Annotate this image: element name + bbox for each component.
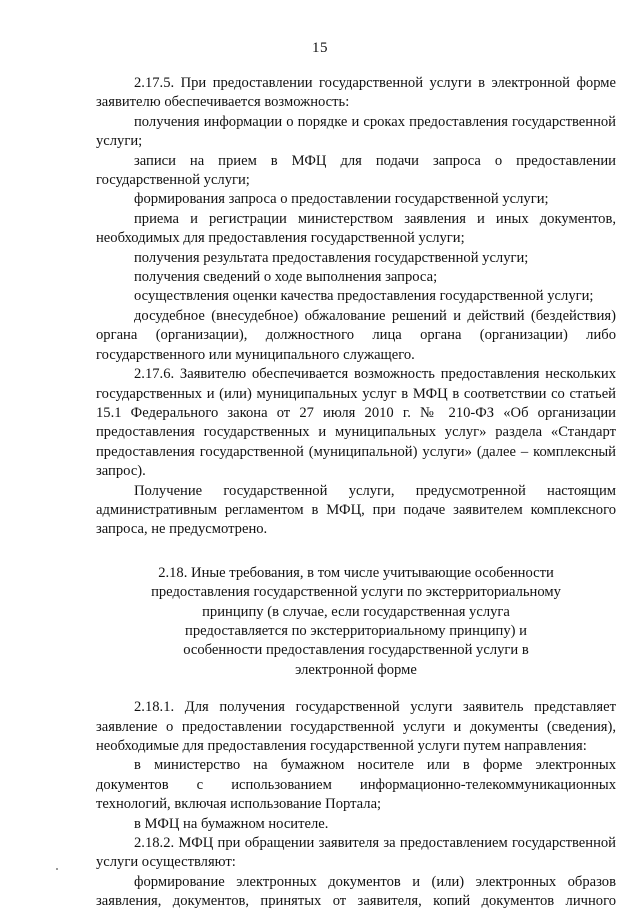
paragraph: Получение государственной услуги, предусмотренной настоящим административным регламентом в МФЦ, при подаче заявителем комплексного запроса, не предусмотрено. bbox=[96, 482, 616, 538]
scan-speck bbox=[56, 868, 58, 870]
paragraph-2-18-2: 2.18.2. МФЦ при обращении заявителя за предоставлением государственной услуги осуществляют: bbox=[96, 835, 616, 871]
section-heading-2-18 bbox=[96, 564, 616, 680]
list-item: в министерство на бумажном носителе или в форме электронных документов с использованием информационно-телекоммуникационных технологий, включая использование Портала; bbox=[96, 757, 616, 813]
heading-line: 2.18. Иные требования, в том числе учитывающие особенности bbox=[158, 564, 554, 581]
page-number: 15 bbox=[312, 40, 328, 56]
paragraph-2-18-1: 2.18.1. Для получения государственной услуги заявитель представляет заявление о предоставлении государственной услуги и документы (сведения), необходимые для предоставления государственной услуги путем направления: bbox=[96, 699, 616, 754]
document-body bbox=[96, 74, 616, 912]
list-item: формирование электронных документов и (или) электронных образов заявления, документов, принятых от заявителя, копий документов личного bbox=[96, 873, 616, 910]
list-item: в МФЦ на бумажном носителе. bbox=[134, 815, 329, 832]
list-item: осуществления оценки качества предоставления государственной услуги; bbox=[134, 288, 594, 305]
list-item: приема и регистрации министерством заявления и иных документов, необходимых для предоставления государственной услуги; bbox=[96, 210, 616, 247]
list-item: получения результата предоставления государственной услуги; bbox=[134, 249, 529, 266]
heading-line: предоставления государственной услуги по экстерриториальному bbox=[151, 584, 561, 601]
paragraph-2-17-5: 2.17.5. При предоставлении государственной услуги в электронной форме заявителю обеспечивается возможность: bbox=[96, 75, 616, 111]
heading-line: электронной форме bbox=[295, 661, 417, 678]
heading-line: принципу (в случае, если государственная услуга bbox=[202, 603, 510, 620]
paragraph-2-17-6: 2.17.6. Заявителю обеспечивается возможность предоставления нескольких государственных и (или) муниципальных услуг в МФЦ в соответствии со статьей 15.1 Федерального закона от 27 июля 2010 г. № 210-ФЗ «Об организации предоставления государственных и муниципальных услуг» раздела «Стандарт предоставления государственной (муниципальной) услуги» (далее – комплексный запрос). bbox=[96, 366, 616, 480]
heading-line: предоставляется по экстерриториальному принципу) и bbox=[185, 622, 527, 639]
list-item: досудебное (внесудебное) обжалование решений и действий (бездействия) органа (организации), должностного лица органа (организации) либо государственного или муниципального служащего. bbox=[96, 307, 616, 363]
list-item: получения сведений о ходе выполнения запроса; bbox=[134, 269, 438, 286]
list-item: записи на прием в МФЦ для подачи запроса о предоставлении государственной услуги; bbox=[96, 152, 616, 189]
heading-line: особенности предоставления государственной услуги в bbox=[183, 642, 529, 659]
list-item: получения информации о порядке и сроках предоставления государственной услуги; bbox=[96, 113, 616, 150]
list-item: формирования запроса о предоставлении государственной услуги; bbox=[134, 191, 549, 208]
